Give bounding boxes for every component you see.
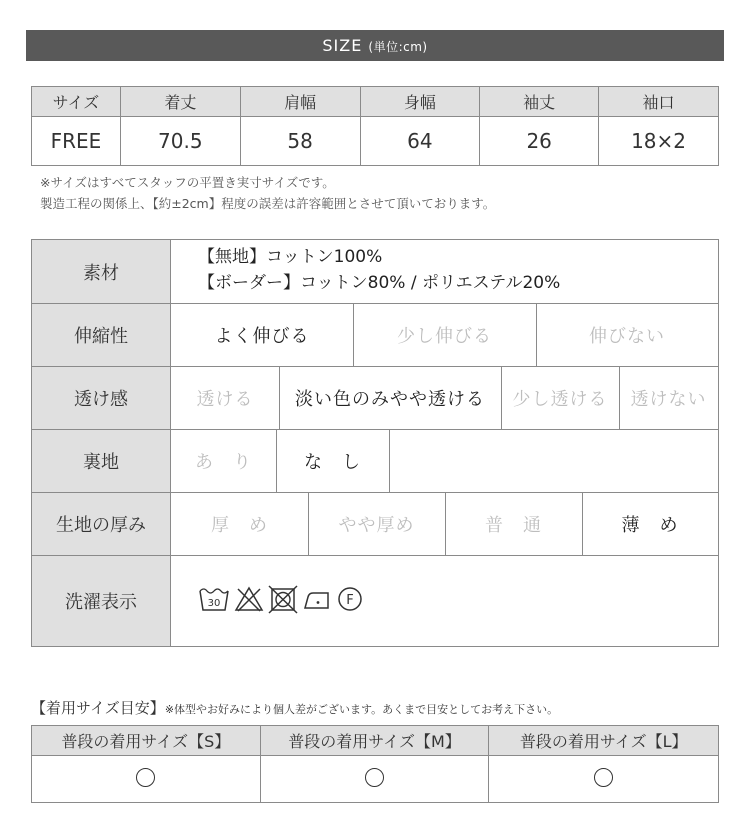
spec-table — [31, 239, 719, 647]
length-column-header: 着丈 — [120, 87, 240, 117]
material-row — [32, 240, 718, 303]
sleeve-length-cell: 26 — [480, 117, 599, 166]
lining-option-no: な し — [304, 452, 361, 473]
stretch-label: 伸縮性 — [32, 304, 171, 366]
divider — [389, 430, 390, 492]
thickness-options — [171, 493, 718, 555]
size-column-header: サイズ — [32, 87, 121, 117]
chest-cell: 64 — [360, 117, 480, 166]
fit-cell-l — [489, 756, 719, 803]
material-label: 素材 — [32, 240, 171, 303]
sheer-row — [32, 366, 718, 429]
dry-clean-f-icon — [336, 584, 364, 614]
table-row — [32, 756, 719, 803]
sheer-option-none: 透けない — [630, 389, 707, 410]
fit-guide-heading: 【着用サイズ目安】 — [31, 699, 165, 717]
size-cell: FREE — [32, 117, 121, 166]
chest-column-header: 身幅 — [360, 87, 480, 117]
material-line-border: 【ボーダー】コットン80% / ポリエステル20% — [198, 273, 561, 293]
stretch-option-none: 伸びない — [589, 326, 665, 347]
fit-column-m: 普段の着用サイズ【M】 — [260, 726, 489, 756]
lining-row — [32, 429, 718, 492]
stretch-option-high: よく伸びる — [214, 326, 310, 347]
fit-cell-m — [260, 756, 489, 803]
material-line-solid: 【無地】コットン100% — [198, 247, 383, 267]
dry-clean-letter: F — [346, 593, 354, 608]
lining-options — [171, 430, 718, 492]
lining-option-yes: あ り — [195, 452, 252, 473]
care-value — [171, 556, 718, 646]
wash-temperature: 30 — [207, 598, 221, 609]
circle-mark — [136, 768, 155, 787]
sheer-option-light-colors: 淡い色のみやや透ける — [295, 389, 485, 410]
care-label: 洗濯表示 — [32, 556, 171, 646]
thickness-option-slightly-thick: やや厚め — [338, 515, 415, 536]
fit-column-l: 普段の着用サイズ【L】 — [489, 726, 719, 756]
stretch-row — [32, 303, 718, 366]
cuff-cell: 18×2 — [599, 117, 719, 166]
thickness-option-thick: 厚 め — [211, 515, 268, 536]
circle-mark — [365, 768, 384, 787]
size-header-title: SIZE — [322, 36, 363, 55]
table-row — [32, 117, 719, 166]
care-symbols — [198, 584, 364, 614]
thickness-row — [32, 492, 718, 555]
fit-guide-note: ※体型やお好みにより個人差がございます。あくまで目安としてお考え下さい。 — [164, 703, 559, 716]
fit-table — [31, 725, 719, 803]
size-header-unit: (単位:cm) — [368, 40, 428, 54]
fit-table-header-row — [32, 726, 719, 756]
fit-guide-title — [31, 697, 558, 718]
no-tumble-dry-icon — [268, 584, 298, 614]
material-text — [198, 244, 560, 296]
sheer-option-slightly: 少し透ける — [512, 389, 608, 410]
sleeve-length-column-header: 袖丈 — [480, 87, 599, 117]
cuff-column-header: 袖口 — [599, 87, 719, 117]
care-row — [32, 555, 718, 646]
size-header — [26, 30, 724, 61]
tolerance-note: 製造工程の関係上、【約±2cm】程度の誤差は許容範囲とさせて頂いております。 — [40, 196, 496, 211]
thickness-option-normal: 普 通 — [485, 515, 542, 536]
sheer-option-sheer: 透ける — [196, 389, 254, 410]
fit-cell-s — [32, 756, 261, 803]
measurement-note: ※サイズはすべてスタッフの平置き実寸サイズです。 — [40, 175, 335, 190]
circle-mark — [594, 768, 613, 787]
size-table-header-row — [32, 87, 719, 117]
length-cell: 70.5 — [120, 117, 240, 166]
wash-30-icon — [198, 584, 230, 614]
sheer-options — [171, 367, 718, 429]
size-table — [31, 86, 719, 166]
material-value — [171, 240, 718, 303]
shoulder-column-header: 肩幅 — [240, 87, 360, 117]
thickness-label: 生地の厚み — [32, 493, 171, 555]
no-bleach-icon — [234, 584, 264, 614]
stretch-options — [171, 304, 718, 366]
fit-column-s: 普段の着用サイズ【S】 — [32, 726, 261, 756]
thickness-option-thin: 薄 め — [621, 515, 679, 536]
stretch-option-some: 少し伸びる — [397, 326, 492, 347]
iron-low-icon — [302, 584, 332, 614]
lining-label: 裏地 — [32, 430, 171, 492]
shoulder-cell: 58 — [240, 117, 360, 166]
sheer-label: 透け感 — [32, 367, 171, 429]
